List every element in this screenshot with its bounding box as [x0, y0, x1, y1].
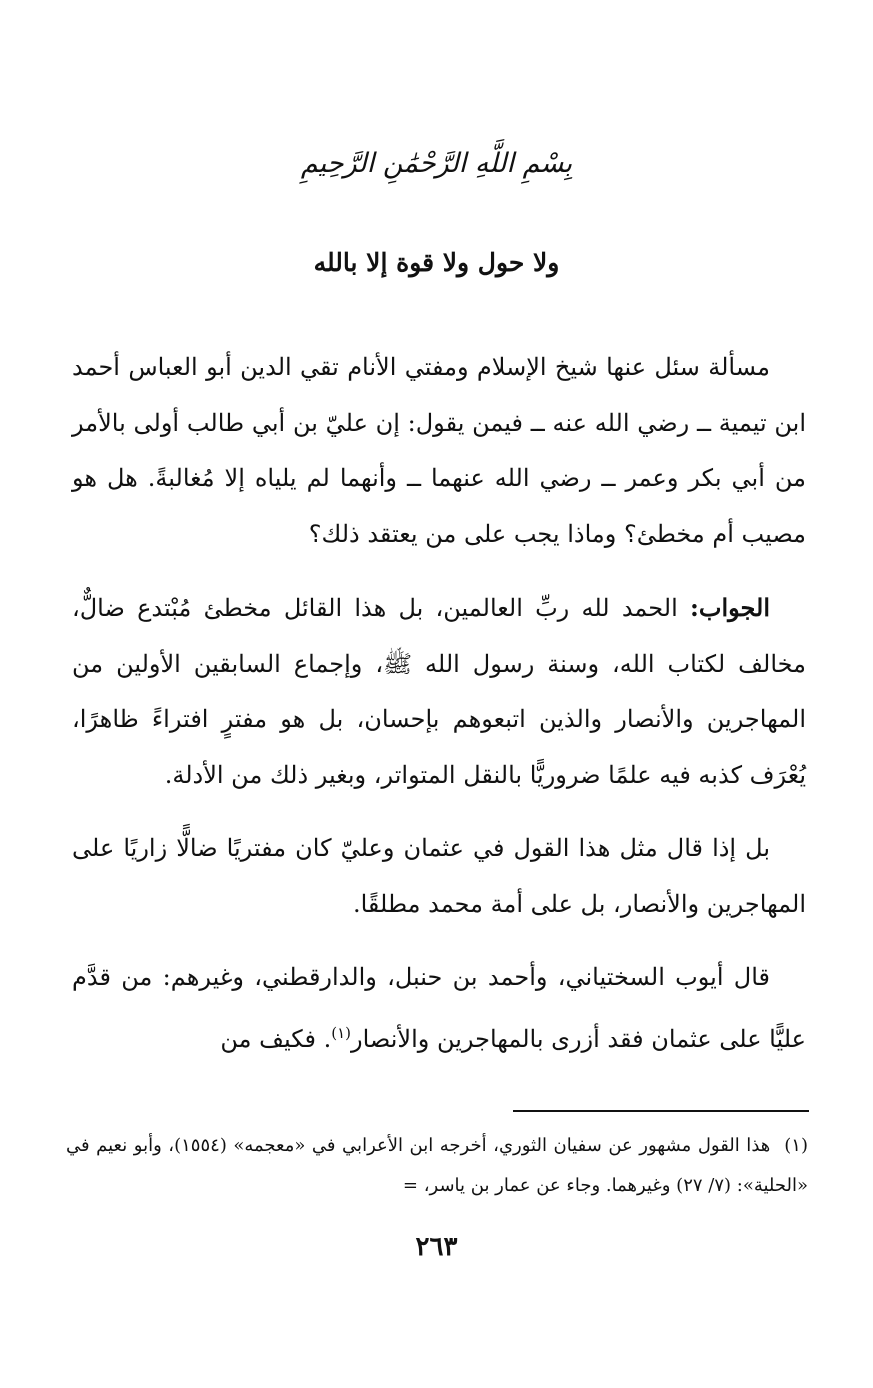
answer-text: الحمد لله ربِّ العالمين، بل هذا القائل مخطئ مُبْتدع ضالٌّ، مخالف لكتاب الله، وسنة رسول الله ﷺ، وإجماع السابقين الأولين من المهاجرين والأنصار والذين اتبعوهم بإحسان، بل هو مفترٍ افتراءً ظاهرًا، يُعْرَف كذبه فيه علمًا ضروريًّا بالنقل المتواتر، وبغير ذلك من الأدلة. — [72, 594, 807, 789]
footnotes — [66, 1126, 808, 1206]
paragraph-4-continuation: . فكيف من — [220, 1024, 332, 1053]
basmala-text: بِسْمِ اللَّهِ الرَّحْمَٰنِ الرَّحِيمِ — [300, 148, 573, 179]
question-paragraph: مسألة سئل عنها شيخ الإسلام ومفتي الأنام تقي الدين أبو العباس أحمد ابن تيمية ــ رضي الله عنه ــ فيمن يقول: إن عليّ بن أبي طالب أولى بالأمر من أبي بكر وعمر ــ رضي الله عنهما ــ وأنهما لم يلياه إلا مُغالبةً. هل هو مصيب أم مخطئ؟ وماذا يجب على من يعتقد ذلك؟ — [72, 353, 806, 548]
footnote-marker: (١) — [784, 1135, 808, 1156]
basmala-calligraphy — [0, 148, 873, 179]
main-text — [72, 340, 806, 1085]
footnote-separator — [513, 1110, 809, 1112]
paragraph-4 — [72, 950, 806, 1067]
paragraph-3: بل إذا قال مثل هذا القول في عثمان وعليّ كان مفتريًا ضالًّا زاريًا على المهاجرين والأنصار، بل على أمة محمد مطلقًا. — [72, 834, 806, 918]
paragraph-4-text: قال أيوب السختياني، وأحمد بن حنبل، والدارقطني، وغيرهم: من قدَّم عليًّا على عثمان فقد أزرى بالمهاجرين والأنصار — [72, 963, 806, 1053]
page-number: ٢٦٣ — [415, 1232, 458, 1262]
footnote-text: هذا القول مشهور عن سفيان الثوري، أخرجه ابن الأعرابي في «معجمه» (١٥٥٤)، وأبو نعيم في «الحلية»: (٧/ ٢٧) وغيرهما. وجاء عن عمار بن ياسر، = — [66, 1135, 808, 1196]
page-heading: ولا حول ولا قوة إلا بالله — [313, 248, 560, 277]
footnote-reference: (١) — [331, 1023, 351, 1042]
answer-paragraph — [72, 580, 806, 803]
answer-label: الجواب: — [690, 593, 770, 622]
